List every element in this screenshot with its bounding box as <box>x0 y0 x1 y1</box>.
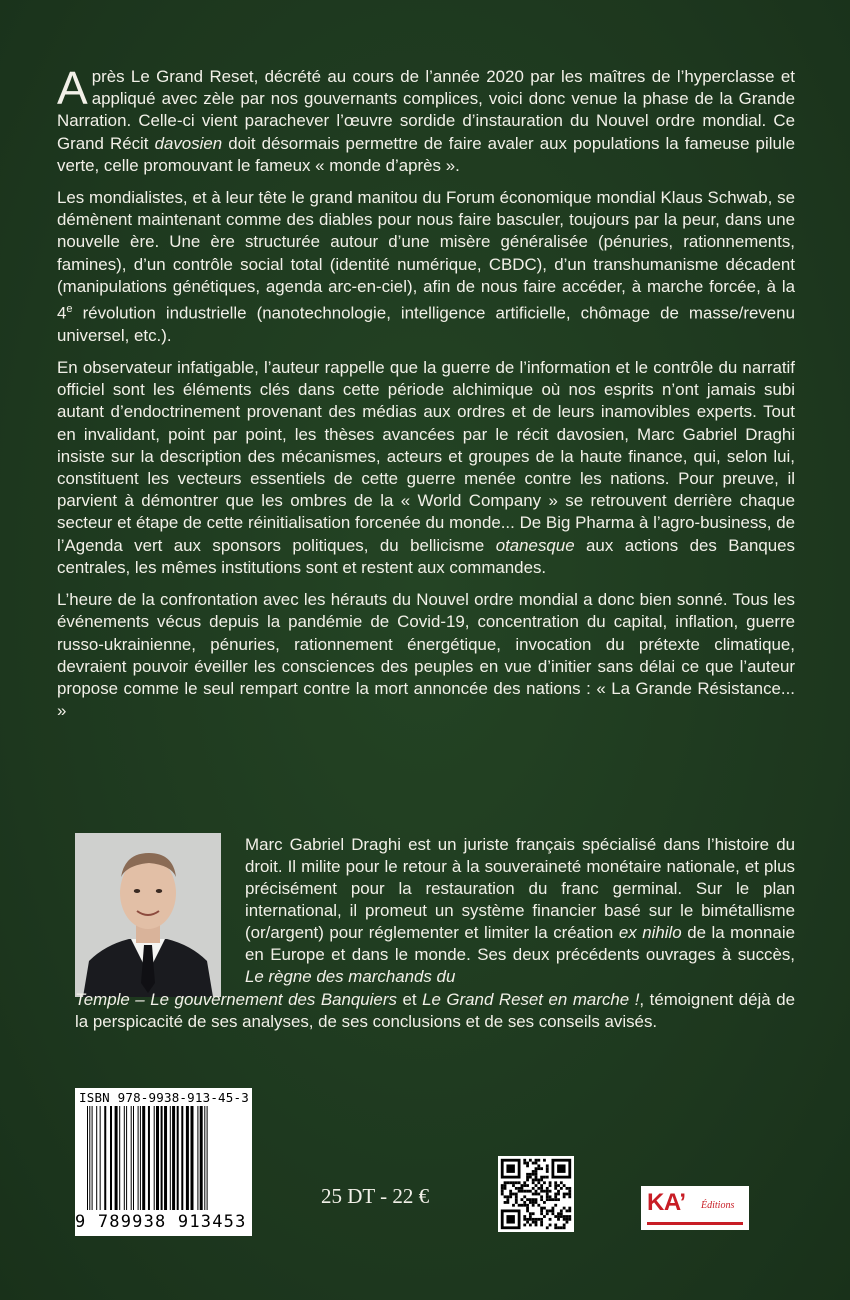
publisher-logo-sub: Éditions <box>701 1200 735 1211</box>
qr-module <box>537 1204 540 1207</box>
qr-module <box>515 1198 518 1201</box>
qr-module <box>543 1190 546 1193</box>
qr-module <box>529 1176 532 1179</box>
qr-module <box>529 1159 532 1162</box>
qr-module <box>540 1190 543 1193</box>
qr-module <box>560 1212 563 1215</box>
paragraph-3 <box>57 357 795 579</box>
barcode-bar <box>119 1106 120 1210</box>
blurb-text <box>57 62 795 732</box>
author-photo <box>75 833 221 997</box>
qr-module <box>557 1184 560 1187</box>
qr-module <box>506 1181 509 1184</box>
qr-module <box>537 1193 540 1196</box>
bio-italic-2b: Temple – Le gouvernement des Banquiers <box>75 990 397 1009</box>
qr-module <box>515 1201 518 1204</box>
qr-module <box>509 1193 512 1196</box>
qr-module <box>535 1173 538 1176</box>
qr-module <box>512 1184 515 1187</box>
qr-module <box>512 1181 515 1184</box>
barcode-bar <box>126 1106 127 1210</box>
qr-module <box>529 1198 532 1201</box>
qr-module <box>540 1176 543 1179</box>
bio-text-4: , témoignent déjà de la perspicacité de ses analyses, de ses conclusions et de ses conseils avisés. <box>75 990 795 1031</box>
qr-module <box>515 1181 518 1184</box>
barcode-bar <box>200 1106 203 1210</box>
qr-module <box>526 1209 529 1212</box>
qr-module <box>540 1209 543 1212</box>
qr-module <box>554 1226 557 1229</box>
qr-module <box>535 1218 538 1221</box>
barcode-bar <box>207 1106 208 1210</box>
qr-module <box>557 1226 560 1229</box>
qr-module <box>501 1184 504 1187</box>
qr-module <box>509 1190 512 1193</box>
barcode-bar <box>161 1106 163 1210</box>
qr-module <box>557 1212 560 1215</box>
qr-module <box>532 1201 535 1204</box>
qr-module <box>546 1209 549 1212</box>
bio-text-2: de la monnaie en Europe et dans le monde. Ses deux précédents ouvrages à succès, <box>245 923 795 964</box>
qr-module <box>537 1187 540 1190</box>
qr-module <box>557 1193 560 1196</box>
qr-module <box>568 1207 571 1210</box>
qr-module <box>535 1167 538 1170</box>
qr-module <box>532 1204 535 1207</box>
qr-module <box>554 1187 557 1190</box>
qr-module <box>523 1195 526 1198</box>
qr-module <box>540 1224 543 1227</box>
qr-module <box>540 1212 543 1215</box>
qr-code-icon <box>498 1156 574 1232</box>
qr-module <box>526 1207 529 1210</box>
qr-module <box>540 1167 543 1170</box>
qr-module <box>535 1224 538 1227</box>
bio-italic-2a: Le règne des marchands du <box>245 967 456 986</box>
qr-module <box>529 1215 532 1218</box>
qr-module <box>554 1215 557 1218</box>
isbn-label: ISBN 978-9938-913-45-3 <box>79 1090 249 1105</box>
barcode-bar <box>186 1106 189 1210</box>
qr-module <box>554 1193 557 1196</box>
barcode-bar <box>140 1106 141 1210</box>
barcode-bar <box>96 1106 97 1210</box>
qr-module <box>551 1209 554 1212</box>
qr-module <box>523 1215 526 1218</box>
barcode-bar <box>100 1106 101 1210</box>
qr-module <box>535 1193 538 1196</box>
qr-module <box>546 1190 549 1193</box>
qr-module <box>535 1176 538 1179</box>
barcode-bar <box>191 1106 194 1210</box>
qr-module <box>546 1176 549 1179</box>
qr-module <box>535 1159 538 1162</box>
qr-module <box>543 1201 546 1204</box>
bio-text-3: et <box>402 990 417 1009</box>
qr-module <box>551 1212 554 1215</box>
qr-module <box>563 1193 566 1196</box>
qr-module <box>532 1170 535 1173</box>
qr-module <box>506 1164 514 1172</box>
qr-module <box>554 1184 557 1187</box>
barcode-bar <box>110 1106 112 1210</box>
qr-module <box>546 1198 549 1201</box>
qr-module <box>560 1209 563 1212</box>
qr-module <box>546 1226 549 1229</box>
qr-module <box>535 1221 538 1224</box>
qr-module <box>523 1190 526 1193</box>
paragraph-3-after: aux actions des Banques centrales, les mêmes institutions sont et restent aux commandes. <box>57 535 795 577</box>
qr-module <box>523 1162 526 1165</box>
paragraph-1-after: doit désormais permettre de faire avaler aux populations la fameuse pilule verte, celle promouvant le fameux « monde d’après ». <box>57 133 795 175</box>
qr-module <box>568 1218 571 1221</box>
qr-module <box>540 1179 543 1182</box>
qr-module <box>566 1215 569 1218</box>
qr-module <box>529 1224 532 1227</box>
qr-module <box>540 1198 543 1201</box>
qr-module <box>532 1193 535 1196</box>
paragraph-4-text: L’heure de la confrontation avec les hérauts du Nouvel ordre mondial a donc bien sonné. Tous les événements vécus depuis la pandémie de Covid-19, concentration du capital, inflation, guerre russo-ukrainienne, pénuries, rationnement énergétique, invocation du prétexte climatique, devraient pouvoir éveiller les consciences des peuples en vue d’initier sans délai ce que l’auteur propose comme le seul rempart contre la mort annoncée des nations : « La Grande Résistance... » <box>57 590 795 721</box>
paragraph-3-text: En observateur infatigable, l’auteur rappelle que la guerre de l’information et le contrôle du narratif officiel sont les éléments clés dans cette période alchimique où nos esprits n’ont jamais subi autant d’endoctrinement provenant des médias aux ordres et de leurs inamovibles experts. Tout en invalidant, point par point, les thèses avancées par le récit davosien, Marc Gabriel Draghi insiste sur la description des mécanismes, acteurs et groupes de la haute finance, qui, selon lui, constituent les vecteurs essentiels de cette guerre menée contre les nations. Pour preuve, il parvient à démontrer que les ombres de la « World Company » se retrouvent derrière chaque secteur et étape de cette réinitialisation forcenée du monde... De Big Pharma à l’agro-business, de l’Agenda vert aux sponsors politiques, du bellicisme <box>57 358 795 555</box>
qr-module <box>549 1218 552 1221</box>
qr-module <box>532 1212 535 1215</box>
qr-module <box>546 1167 549 1170</box>
qr-module <box>526 1162 529 1165</box>
qr-module <box>537 1181 540 1184</box>
qr-module <box>512 1193 515 1196</box>
paragraph-2-sup: e <box>66 303 73 316</box>
qr-module <box>504 1187 507 1190</box>
qr-module <box>554 1195 557 1198</box>
qr-module <box>535 1201 538 1204</box>
qr-module <box>540 1195 543 1198</box>
qr-module <box>537 1179 540 1182</box>
qr-module <box>566 1187 569 1190</box>
bio-text-1: Marc Gabriel Draghi est un juriste français spécialisé dans l’histoire du droit. Il milite pour le retour à la souveraineté monétaire nationale, et plus précisément pour la restauration du franc germinal. Sur le plan international, il promeut un système financier basé sur le bimétallisme (or/argent) pour réglementer et limiter la création <box>245 835 795 942</box>
qr-module <box>554 1224 557 1227</box>
qr-module <box>540 1184 543 1187</box>
barcode-bar <box>170 1106 171 1210</box>
qr-module <box>523 1184 526 1187</box>
qr-module <box>557 1198 560 1201</box>
qr-module <box>549 1195 552 1198</box>
qr-module <box>554 1181 557 1184</box>
price-label: 25 DT - 22 € <box>321 1184 430 1208</box>
drop-cap: A <box>57 62 88 114</box>
qr-module <box>557 1190 560 1193</box>
barcode-bar <box>204 1106 205 1210</box>
qr-module <box>563 1224 566 1227</box>
qr-module <box>526 1218 529 1221</box>
barcode-bar <box>138 1106 139 1210</box>
qr-module <box>557 1218 560 1221</box>
qr-module <box>535 1190 538 1193</box>
qr-module <box>521 1187 524 1190</box>
qr-module <box>521 1190 524 1193</box>
barcode-bar <box>92 1106 93 1210</box>
barcode-bar <box>115 1106 118 1210</box>
qr-module <box>526 1184 529 1187</box>
qr-module <box>568 1187 571 1190</box>
qr-module <box>543 1176 546 1179</box>
qr-module <box>526 1198 529 1201</box>
qr-module <box>566 1193 569 1196</box>
qr-module <box>560 1226 563 1229</box>
qr-module <box>526 1173 529 1176</box>
qr-module <box>546 1212 549 1215</box>
qr-module <box>504 1201 507 1204</box>
qr-module <box>532 1162 535 1165</box>
qr-module <box>535 1184 538 1187</box>
qr-module <box>549 1224 552 1227</box>
publisher-logo-main: KA’ <box>647 1189 686 1216</box>
qr-module <box>535 1179 538 1182</box>
qr-module <box>506 1201 509 1204</box>
qr-module <box>560 1181 563 1184</box>
bio-italic-1: ex nihilo <box>618 923 682 942</box>
barcode-bar <box>104 1106 106 1210</box>
qr-module <box>566 1218 569 1221</box>
barcode-bar <box>156 1106 159 1210</box>
qr-module <box>554 1198 557 1201</box>
paragraph-1-text: près Le Grand Reset, décrété au cours de l’année 2020 par les maîtres de l’hyperclasse et appliqué avec zèle par nos gouvernants complices, voici donc venue la phase de la Grande Narration. Celle-ci vient parachever l’œuvre sordide d’instauration du Nouvel ordre mondial. Ce Grand Récit <box>57 67 795 153</box>
qr-module <box>566 1209 569 1212</box>
barcode-bar <box>172 1106 175 1210</box>
qr-module <box>543 1207 546 1210</box>
author-portrait-image <box>75 833 221 997</box>
paragraph-2-text: Les mondialistes, et à leur tête le grand manitou du Forum économique mondial Klaus Schwab, se démènent maintenant comme des diables pour nous faire basculer, toujours par la peur, dans une nouvelle ère. Une ère structurée autour d’une misère généralisée (pénuries, rationnements, famines), d’un contrôle social total (identité numérique, CBDC), d’un transhumanisme décadent (manipulations génétiques, agenda arc-en-ciel), afin de nous faire accéder, à marche forcée, à la 4 <box>57 188 795 323</box>
qr-module <box>568 1190 571 1193</box>
qr-module <box>537 1159 540 1162</box>
qr-module <box>535 1198 538 1201</box>
qr-module <box>515 1187 518 1190</box>
publisher-logo-bar <box>647 1222 743 1225</box>
qr-module <box>526 1221 529 1224</box>
qr-module <box>515 1195 518 1198</box>
qr-module <box>501 1187 504 1190</box>
qr-module <box>529 1212 532 1215</box>
qr-module <box>523 1218 526 1221</box>
qr-module <box>543 1159 546 1162</box>
qr-module <box>546 1164 549 1167</box>
barcode-bar <box>177 1106 179 1210</box>
qr-module <box>526 1179 529 1182</box>
qr-module <box>560 1187 563 1190</box>
qr-module <box>554 1204 557 1207</box>
qr-module <box>518 1187 521 1190</box>
qr-module <box>540 1218 543 1221</box>
paragraph-4 <box>57 589 795 722</box>
qr-module <box>523 1204 526 1207</box>
paragraph-2 <box>57 187 795 347</box>
qr-module <box>549 1181 552 1184</box>
qr-module <box>549 1184 552 1187</box>
publisher-logo <box>641 1186 749 1230</box>
paragraph-3-italic: otanesque <box>495 535 575 555</box>
barcode-bar <box>197 1106 198 1210</box>
qr-module <box>529 1173 532 1176</box>
qr-module <box>523 1159 526 1162</box>
qr-module <box>563 1215 566 1218</box>
qr-module <box>515 1193 518 1196</box>
paragraph-1-italic: davosien <box>154 133 223 153</box>
barcode-bars <box>81 1106 247 1212</box>
author-bio-continued <box>75 989 795 1033</box>
barcode-bar <box>124 1106 125 1210</box>
qr-module <box>532 1218 535 1221</box>
qr-module <box>532 1221 535 1224</box>
qr-module <box>523 1224 526 1227</box>
qr-module <box>526 1176 529 1179</box>
qr-module <box>563 1226 566 1229</box>
isbn-barcode <box>75 1088 252 1236</box>
bio-italic-3: Le Grand Reset en marche ! <box>422 990 640 1009</box>
qr-module <box>532 1173 535 1176</box>
qr-module <box>518 1190 521 1193</box>
qr-module <box>518 1181 521 1184</box>
qr-module <box>563 1218 566 1221</box>
barcode-bar <box>181 1106 183 1210</box>
qr-module <box>509 1181 512 1184</box>
qr-module <box>523 1201 526 1204</box>
qr-module <box>549 1209 552 1212</box>
qr-module <box>568 1195 571 1198</box>
barcode-bar <box>154 1106 155 1210</box>
barcode-bar <box>87 1106 88 1210</box>
qr-module <box>540 1187 543 1190</box>
qr-module <box>560 1215 563 1218</box>
qr-module <box>540 1221 543 1224</box>
qr-module <box>506 1198 509 1201</box>
barcode-bar <box>164 1106 167 1210</box>
qr-module <box>532 1179 535 1182</box>
qr-module <box>501 1193 504 1196</box>
qr-module <box>537 1164 540 1167</box>
qr-module <box>532 1181 535 1184</box>
qr-module <box>501 1190 504 1193</box>
qr-module <box>551 1207 554 1210</box>
qr-module <box>557 1164 565 1172</box>
qr-module <box>546 1187 549 1190</box>
qr-module <box>526 1204 529 1207</box>
qr-module <box>532 1187 535 1190</box>
qr-module <box>540 1207 543 1210</box>
qr-module <box>546 1193 549 1196</box>
qr-code[interactable] <box>498 1156 574 1232</box>
qr-module <box>521 1204 524 1207</box>
qr-module <box>563 1184 566 1187</box>
qr-module <box>543 1181 546 1184</box>
barcode-bar <box>131 1106 132 1210</box>
qr-module <box>557 1215 560 1218</box>
qr-module <box>512 1204 515 1207</box>
qr-module <box>568 1215 571 1218</box>
qr-module <box>563 1207 566 1210</box>
barcode-bar <box>148 1106 150 1210</box>
qr-module <box>566 1221 569 1224</box>
qr-module <box>532 1198 535 1201</box>
qr-module <box>506 1195 509 1198</box>
qr-module <box>504 1184 507 1187</box>
qr-module <box>535 1162 538 1165</box>
author-bio <box>245 834 795 988</box>
qr-module <box>549 1190 552 1193</box>
qr-module <box>521 1198 524 1201</box>
qr-module <box>537 1218 540 1221</box>
qr-module <box>535 1170 538 1173</box>
qr-module <box>526 1164 529 1167</box>
barcode-bar <box>142 1106 145 1210</box>
qr-module <box>526 1190 529 1193</box>
qr-module <box>568 1193 571 1196</box>
qr-module <box>549 1198 552 1201</box>
qr-module <box>521 1184 524 1187</box>
qr-module <box>529 1190 532 1193</box>
barcode-bar <box>133 1106 134 1210</box>
qr-module <box>546 1195 549 1198</box>
qr-module <box>518 1204 521 1207</box>
qr-module <box>506 1215 514 1223</box>
paragraph-1 <box>57 62 795 177</box>
qr-module <box>504 1181 507 1184</box>
qr-module <box>563 1195 566 1198</box>
paragraph-2-after: révolution industrielle (nanotechnologie, intelligence artificielle, chômage de masse/revenu universel, etc.). <box>57 303 795 345</box>
qr-module <box>523 1181 526 1184</box>
qr-module <box>568 1209 571 1212</box>
qr-module <box>509 1195 512 1198</box>
qr-module <box>546 1170 549 1173</box>
qr-module <box>529 1201 532 1204</box>
qr-module <box>504 1195 507 1198</box>
barcode-digits: 9 789938 913453 <box>75 1212 247 1232</box>
qr-module <box>551 1198 554 1201</box>
barcode-bar <box>89 1106 90 1210</box>
qr-module <box>537 1167 540 1170</box>
qr-module <box>529 1218 532 1221</box>
qr-module <box>543 1215 546 1218</box>
